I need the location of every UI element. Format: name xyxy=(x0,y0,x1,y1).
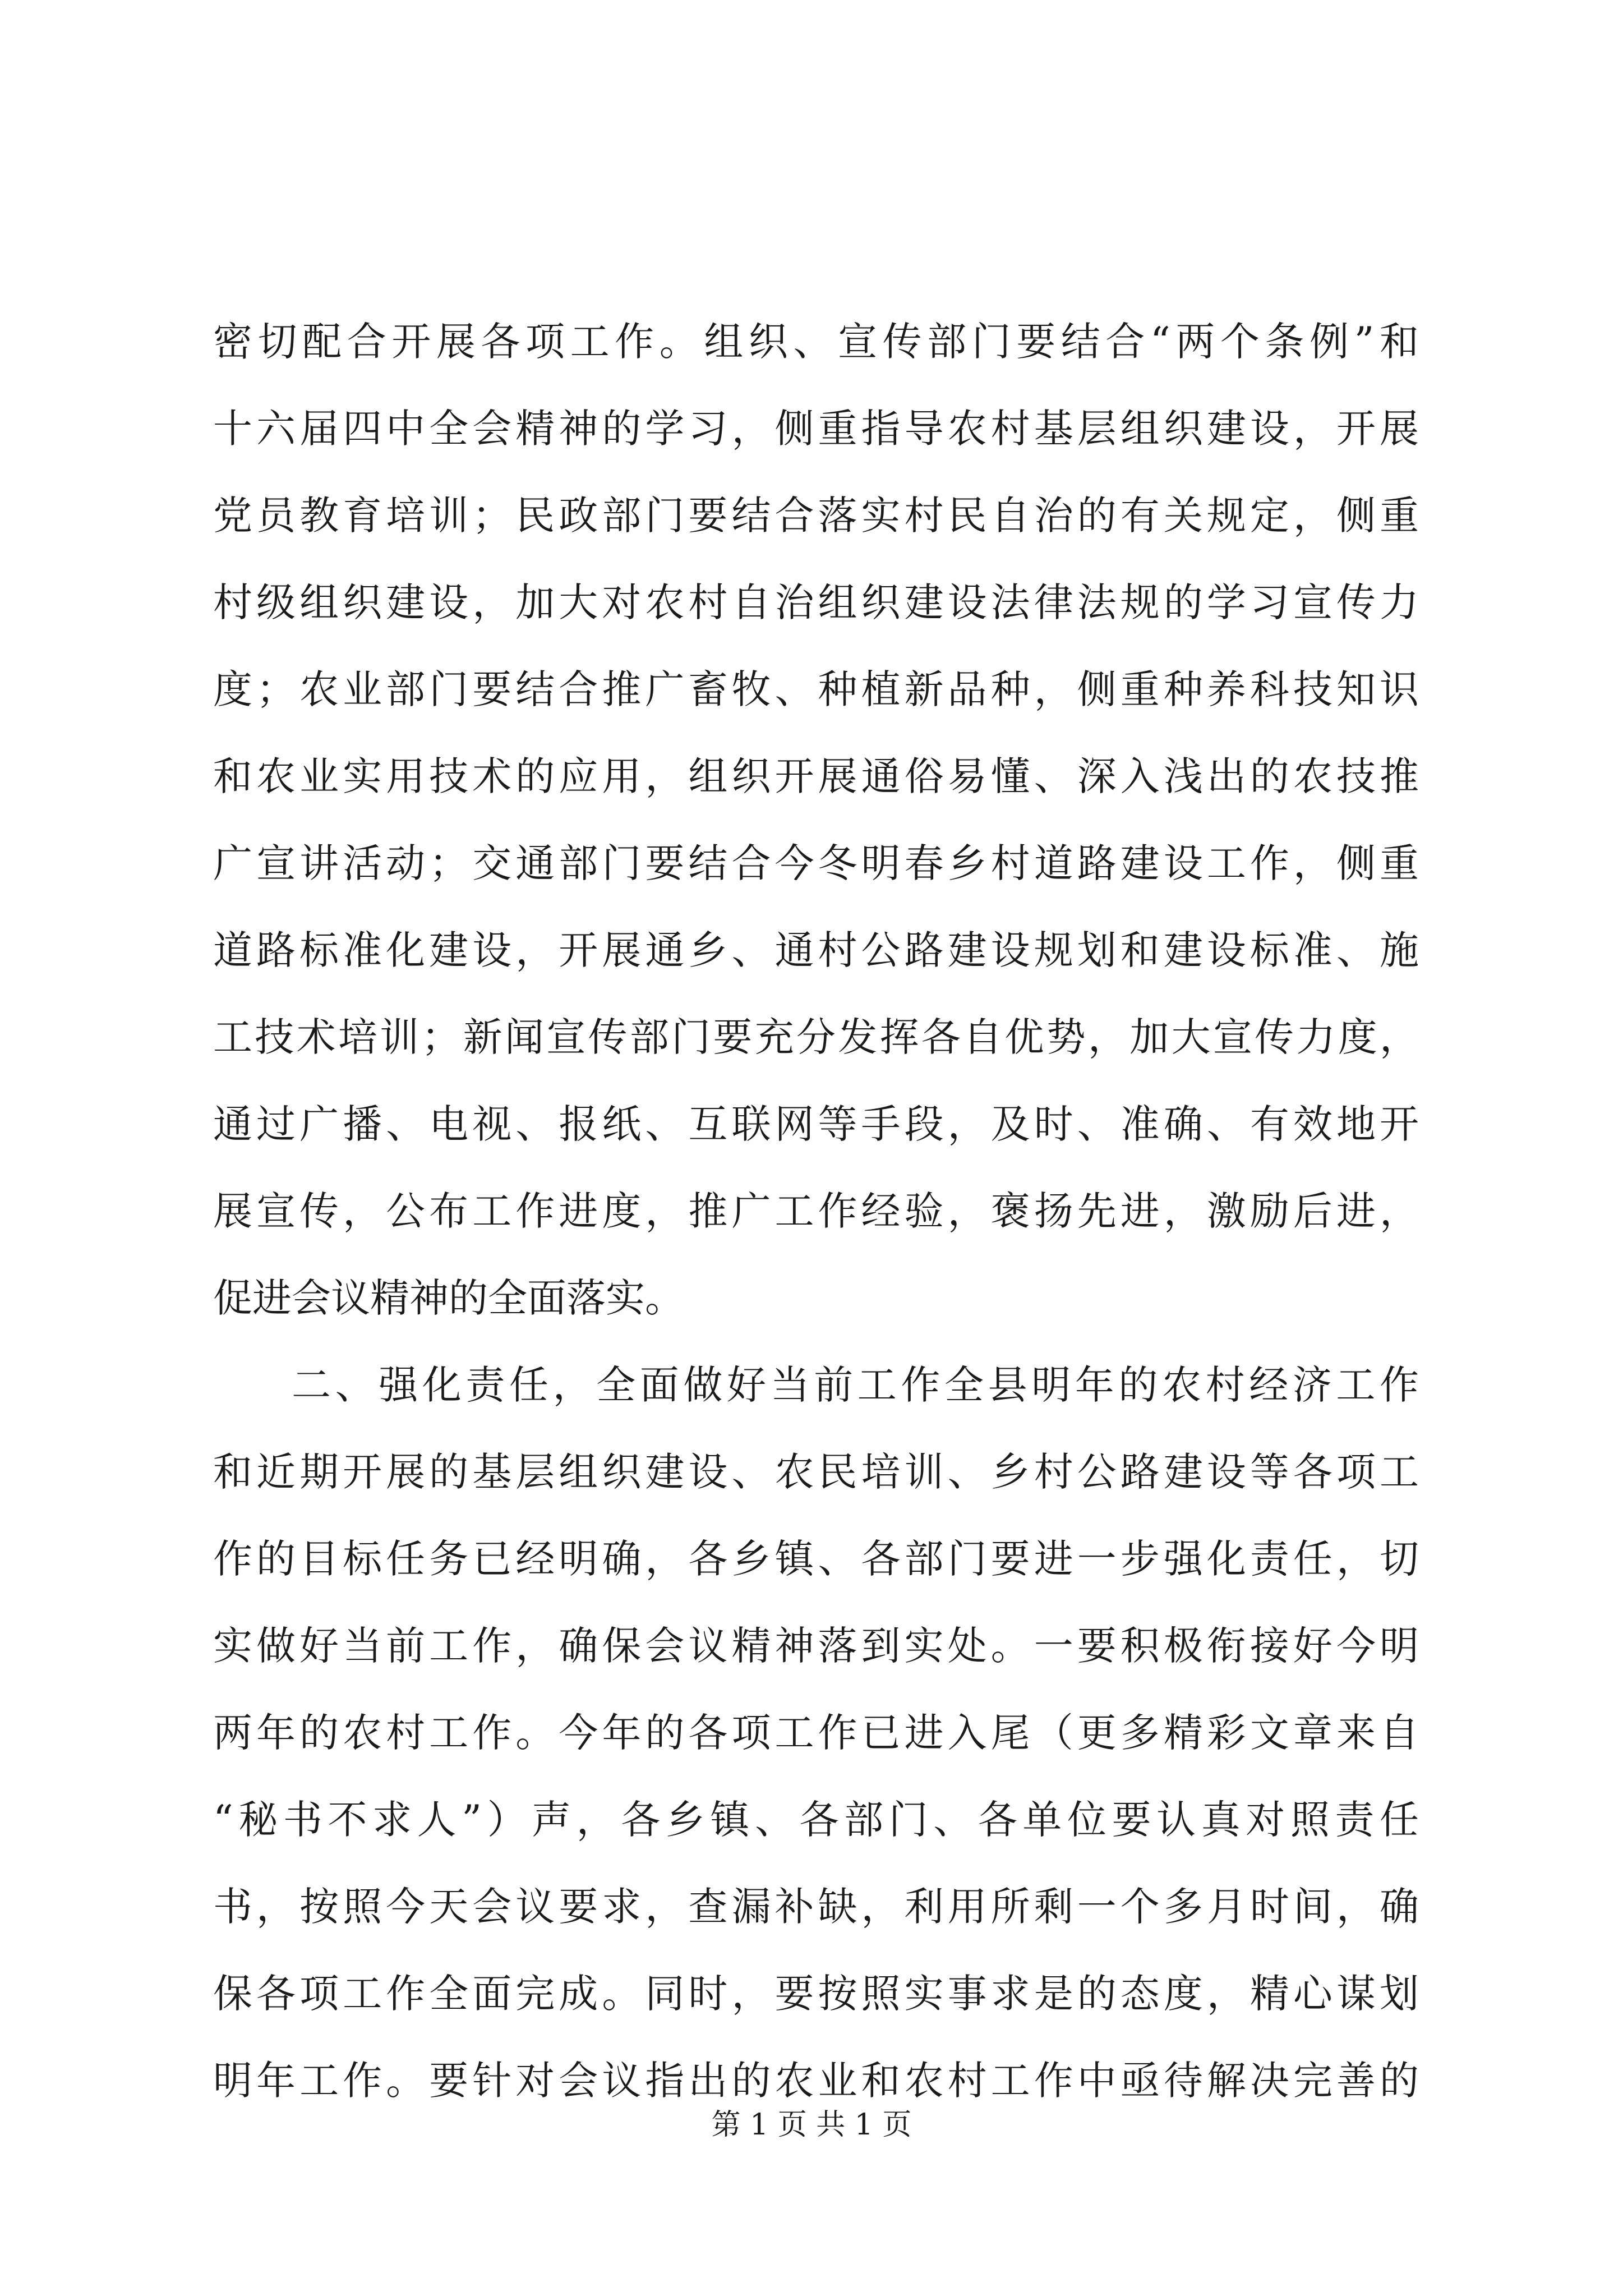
text-line: 两年的农村工作。今年的各项工作已进入尾（更多精彩文章来自 xyxy=(213,1710,1419,1756)
page-footer xyxy=(0,2101,1623,2143)
text-line: 和农业实用技术的应用，组织开展通俗易懂、深入浅出的农技推 xyxy=(213,753,1419,799)
text-line: 作的目标任务已经明确，各乡镇、各部门要进一步强化责任，切 xyxy=(213,1536,1419,1582)
text-line: 工技术培训；新闻宣传部门要充分发挥各自优势，加大宣传力度， xyxy=(213,1014,1419,1060)
text-line: 党员教育培训；民政部门要结合落实村民自治的有关规定，侧重 xyxy=(213,493,1419,539)
text-line: 保各项工作全面完成。同时，要按照实事求是的态度，精心谋划 xyxy=(213,1971,1419,2017)
text-line: 密切配合开展各项工作。组织、宣传部门要结合“两个条例”和 xyxy=(213,319,1419,365)
text-line: “秘书不求人”）声，各乡镇、各部门、各单位要认真对照责任 xyxy=(213,1797,1419,1843)
body-text xyxy=(213,298,1419,2124)
text-line: 二、强化责任，全面做好当前工作全县明年的农村经济工作 xyxy=(292,1362,1419,1408)
text-line: 促进会议精神的全面落实。 xyxy=(213,1275,684,1321)
text-line: 广宣讲活动；交通部门要结合今冬明春乡村道路建设工作，侧重 xyxy=(213,840,1419,886)
text-line: 书，按照今天会议要求，查漏补缺，利用所剩一个多月时间，确 xyxy=(213,1884,1419,1930)
text-line: 村级组织建设，加大对农村自治组织建设法律法规的学习宣传力 xyxy=(213,579,1419,625)
text-line: 明年工作。要针对会议指出的农业和农村工作中亟待解决完善的 xyxy=(213,2058,1419,2104)
text-line: 度；农业部门要结合推广畜牧、种植新品种，侧重种养科技知识 xyxy=(213,666,1419,712)
page-number-label: 第 1 页 共 1 页 xyxy=(711,2108,912,2142)
text-line: 和近期开展的基层组织建设、农民培训、乡村公路建设等各项工 xyxy=(213,1449,1419,1495)
text-line: 展宣传，公布工作进度，推广工作经验，褒扬先进，激励后进， xyxy=(213,1188,1419,1234)
text-line: 十六届四中全会精神的学习，侧重指导农村基层组织建设，开展 xyxy=(213,406,1419,452)
text-line: 道路标准化建设，开展通乡、通村公路建设规划和建设标准、施 xyxy=(213,927,1419,973)
text-line: 实做好当前工作，确保会议精神落到实处。一要积极衔接好今明 xyxy=(213,1623,1419,1669)
text-line: 通过广播、电视、报纸、互联网等手段，及时、准确、有效地开 xyxy=(213,1101,1419,1147)
